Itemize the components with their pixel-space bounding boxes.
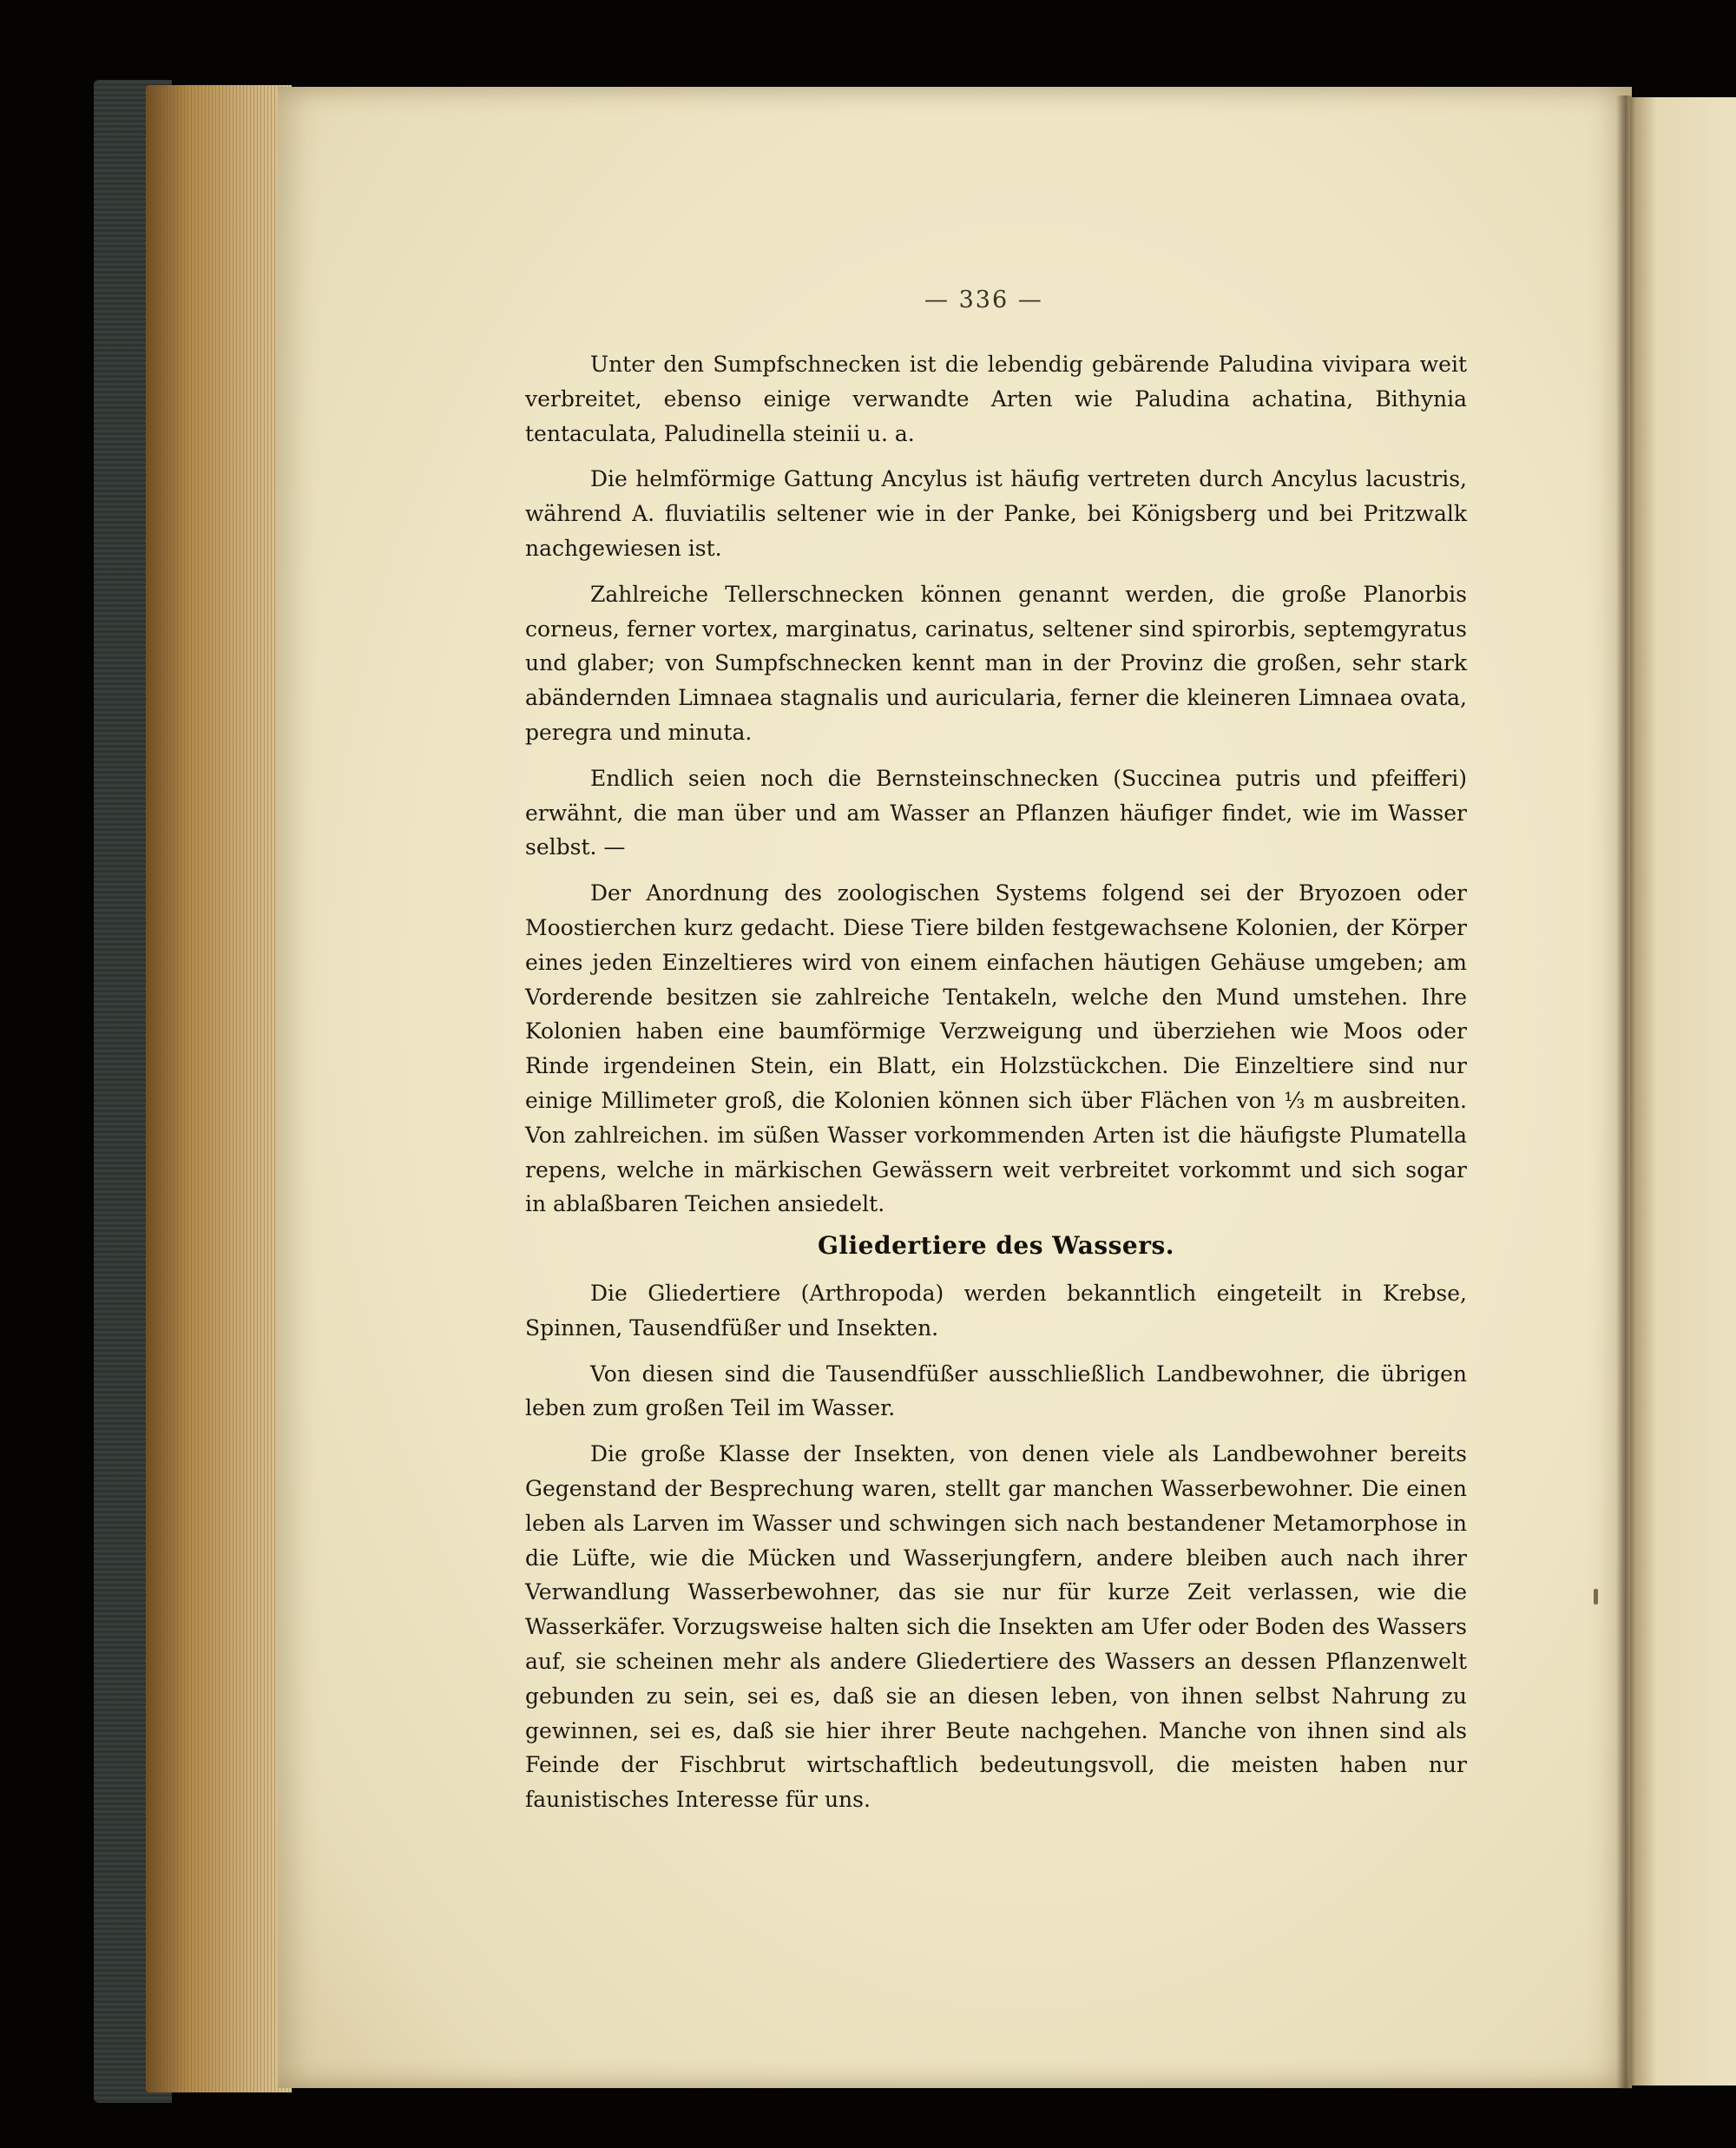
paragraph: Die Gliedertiere (Arthropoda) werden bekanntlich eingeteilt in Krebse, Spinnen, Tausendfüßer und Insekten. (525, 1281, 1467, 1341)
book-gutter (1616, 96, 1635, 2089)
paragraph: Zahlreiche Tellerschnecken können genannt werden, die große Planorbis corneus, ferner vortex, marginatus, carinatus, seltener sind spirorbis, septemgyratus und glaber; von Sumpfschnecken kennt man in der Provinz die großen, sehr stark abändernden Limnaea stagnalis und auricularia, ferner die kleineren Limnaea ovata, peregra und minuta. (525, 581, 1467, 745)
paragraph: Endlich seien noch die Bernsteinschnecken (Succinea putris und pfeifferi) erwähnt, die man über und am Wasser an Pflanzen häufiger findet, wie im Wasser selbst. — (525, 765, 1467, 860)
page-number: — 336 — (924, 287, 1043, 313)
paragraph: Von diesen sind die Tausendfüßer ausschließlich Landbewohner, die übrigen leben zum großen Teil im Wasser. (525, 1361, 1467, 1421)
page-edges (146, 85, 292, 2092)
paper-mark (1594, 1589, 1598, 1604)
body-text-top (525, 347, 1467, 1233)
section-heading: Gliedertiere des Wassers. (817, 1231, 1174, 1260)
paragraph: Die helmförmige Gattung Ancylus ist häufig vertreten durch Ancylus lacustris, während A. fluviatilis seltener wie in der Panke, bei Königsberg und bei Pritzwalk nachgewiesen ist. (525, 466, 1467, 561)
paragraph: Der Anordnung des zoologischen Systems folgend sei der Bryozoen oder Moostierchen kurz gedacht. Diese Tiere bilden festgewachsene Kolonien, der Körper eines jeden Einzeltieres wird von einem einfachen häutigen Gehäuse umgeben; am Vorderende besitzen sie zahlreiche Tentakeln, welche den Mund umstehen. Ihre Kolonien haben eine baumförmige Verzweigung und überziehen wie Moos oder Rinde irgendeinen Stein, ein Blatt, ein Holzstückchen. Die Einzeltiere sind nur einige Millimeter groß, die Kolonien können sich über Flächen von ⅓ m ausbreiten. Von zahlreichen. im süßen Wasser vorkommenden Arten ist die häufigste Plumatella repens, welche in märkischen Gewässern weit verbreitet vorkommt und sich sogar in ablaßbaren Teichen ansiedelt. (525, 880, 1467, 1217)
paragraph: Unter den Sumpfschnecken ist die lebendig gebärende Paludina vivipara weit verbreitet, ebenso einige verwandte Arten wie Paludina achatina, Bithynia tentaculata, Paludinella steinii u. a. (525, 352, 1467, 446)
paragraph: Die große Klasse der Insekten, von denen viele als Landbewohner bereits Gegenstand der Besprechung waren, stellt gar manchen Wasserbewohner. Die einen leben als Larven im Wasser und schwingen sich nach bestandener Metamorphose in die Lüfte, wie die Mücken und Wasserjungfern, andere bleiben auch nach ihrer Verwandlung Wasserbewohner, das sie nur für kurze Zeit verlassen, wie die Wasserkäfer. Vorzugsweise halten sich die Insekten am Ufer oder Boden des Wassers auf, sie scheinen mehr als andere Gliedertiere des Wassers an dessen Pflanzenwelt gebunden zu sein, sei es, daß sie an diesen leben, von ihnen selbst Nahrung zu gewinnen, sei es, daß sie hier ihrer Beute nachgehen. Manche von ihnen sind als Feinde der Fischbrut wirtschaftlich bedeutungsvoll, die meisten haben nur faunistisches Interesse für uns. (525, 1441, 1467, 1813)
facing-page (1630, 97, 1736, 2085)
body-text-bottom (525, 1276, 1467, 1828)
